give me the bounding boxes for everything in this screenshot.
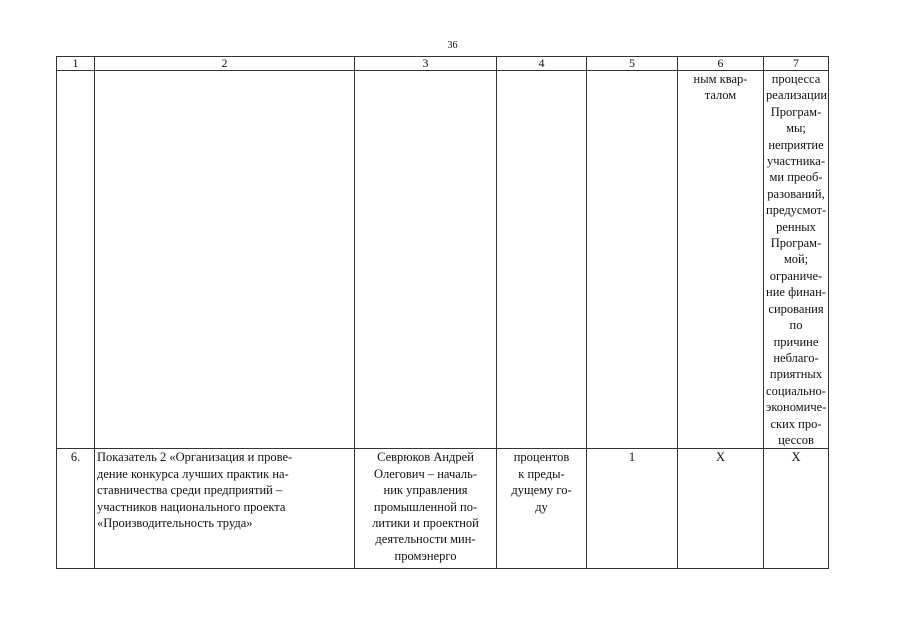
header-cell-1: 1 bbox=[57, 57, 95, 71]
cont-cell-6: ным квар- талом bbox=[678, 71, 764, 449]
header-cell-2: 2 bbox=[95, 57, 355, 71]
header-cell-4: 4 bbox=[497, 57, 587, 71]
row6-col7-value: Х bbox=[764, 449, 829, 569]
cont-cell-1 bbox=[57, 71, 95, 449]
cont-cell-7-risks: процесса реализации Програм- мы; неприятие участника- ми преоб- разований, предусмот- ренных Програм- мой; ограниче- ние финан- сирования по причине неблаго- приятных социально- экономиче- ских про- цессов bbox=[764, 71, 829, 449]
header-cell-5: 5 bbox=[587, 57, 678, 71]
header-cell-6: 6 bbox=[678, 57, 764, 71]
cont-cell-5 bbox=[587, 71, 678, 449]
page-number: 36 bbox=[447, 40, 458, 51]
row6-col5-value: 1 bbox=[587, 449, 678, 569]
table-row-continued bbox=[57, 71, 829, 449]
row6-responsible: Севрюков Андрей Олегович – началь- ник управления промышленной по- литики и проектной деятельности мин- промэнерго bbox=[355, 449, 497, 569]
header-row bbox=[57, 57, 829, 71]
row6-col6-value: Х bbox=[678, 449, 764, 569]
row6-unit: процентов к преды- дущему го- ду bbox=[497, 449, 587, 569]
row6-indicator-name: Показатель 2 «Организация и прове- дение конкурса лучших практик на- ставничества среди предприятий – участников национального проекта «Производительность труда» bbox=[95, 449, 355, 569]
cont-cell-4 bbox=[497, 71, 587, 449]
program-table bbox=[56, 56, 829, 569]
table-row-6 bbox=[57, 449, 829, 569]
row6-number: 6. bbox=[57, 449, 95, 569]
header-cell-3: 3 bbox=[355, 57, 497, 71]
header-cell-7: 7 bbox=[764, 57, 829, 71]
cont-cell-2 bbox=[95, 71, 355, 449]
cont-cell-3 bbox=[355, 71, 497, 449]
